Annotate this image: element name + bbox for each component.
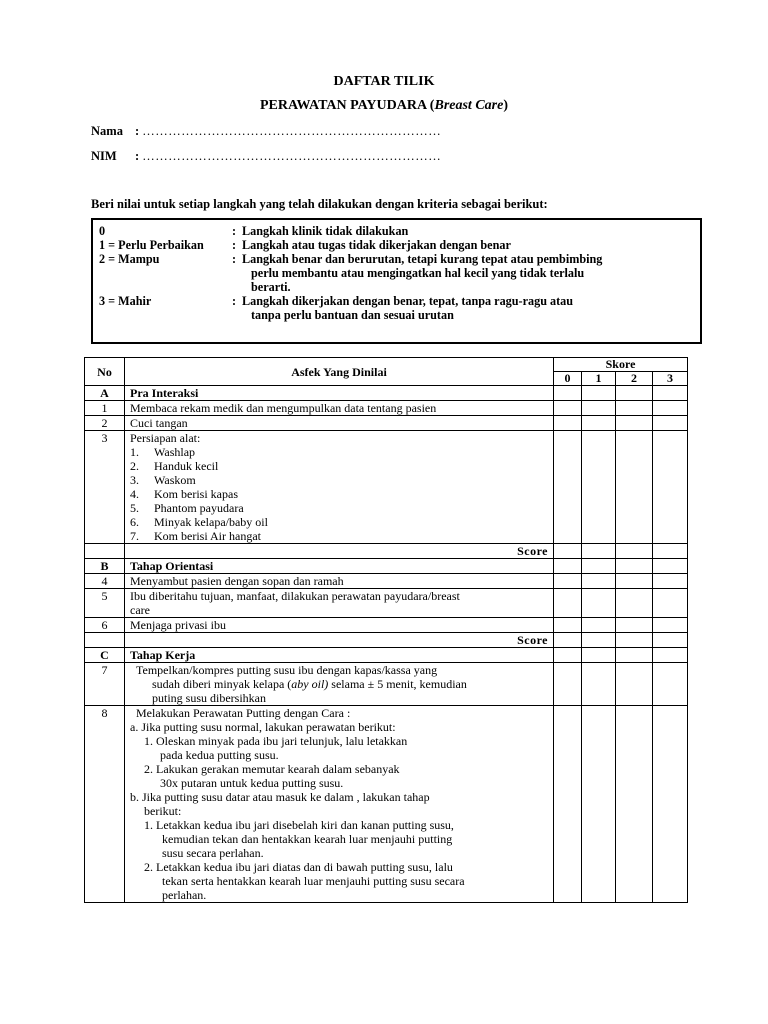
score-cell[interactable]	[554, 401, 582, 416]
score-col-1: 1	[582, 372, 616, 386]
criteria-key: 1 = Perlu Perbaikan	[99, 238, 204, 252]
section-row	[85, 559, 688, 574]
score-cell[interactable]	[554, 648, 582, 663]
score-row	[85, 544, 688, 559]
row-text	[125, 706, 554, 903]
criteria-row: 1 = Perlu Perbaikan : Langkah atau tugas tidak dikerjakan dengan benar	[99, 238, 694, 252]
row-line: berikut:	[144, 804, 182, 818]
score-cell[interactable]	[616, 618, 653, 633]
table-row	[85, 618, 688, 633]
row-line: care	[130, 603, 150, 617]
score-cell[interactable]	[554, 706, 582, 903]
section-title: Tahap Kerja	[125, 648, 554, 663]
row-text	[125, 589, 554, 618]
score-cell[interactable]	[653, 574, 688, 589]
row-line: Ibu diberitahu tujuan, manfaat, dilakukan perawatan payudara/breast	[130, 589, 460, 603]
score-cell[interactable]	[653, 416, 688, 431]
row-line: tekan serta hentakkan kearah luar menjauhi putting susu secara	[162, 874, 465, 888]
row-text: Menyambut pasien dengan sopan dan ramah	[125, 574, 554, 589]
list-num: 2.	[130, 459, 139, 473]
assessment-table	[84, 357, 688, 903]
criteria-desc: perlu membantu atau mengingatkan hal kecil yang tidak terlalu	[251, 266, 585, 280]
row-line: pada kedua putting susu.	[160, 748, 279, 762]
list-num: 1.	[130, 445, 139, 459]
row-line: 2. Lakukan gerakan memutar kearah dalam sebanyak	[144, 762, 400, 776]
row-number: 5	[85, 589, 125, 618]
criteria-row-cont	[99, 308, 694, 322]
document-subtitle	[0, 98, 768, 114]
score-cell[interactable]	[616, 574, 653, 589]
list-num: 4.	[130, 487, 139, 501]
score-cell[interactable]	[554, 633, 582, 648]
list-text: Handuk kecil	[154, 459, 219, 473]
list-item	[130, 487, 548, 501]
score-cell[interactable]	[653, 663, 688, 706]
score-cell[interactable]	[554, 386, 582, 401]
row-text: Membaca rekam medik dan mengumpulkan data tentang pasien	[125, 401, 554, 416]
score-cell[interactable]	[582, 386, 616, 401]
criteria-key: 3 = Mahir	[99, 294, 152, 308]
list-item	[130, 501, 548, 515]
row-number: 2	[85, 416, 125, 431]
score-cell[interactable]	[653, 706, 688, 903]
list-item	[130, 529, 548, 543]
score-cell[interactable]	[582, 589, 616, 618]
row-number: 6	[85, 618, 125, 633]
criteria-row: 3 = Mahir : Langkah dikerjakan dengan benar, tepat, tanpa ragu-ragu atau	[99, 294, 694, 308]
score-cell[interactable]	[616, 559, 653, 574]
subtitle-main: PERAWATAN PAYUDARA (	[259, 98, 435, 113]
section-title: Tahap Orientasi	[125, 559, 554, 574]
score-cell[interactable]	[653, 648, 688, 663]
list-item	[130, 445, 548, 459]
row-line: Tempelkan/kompres putting susu ibu dengan kapas/kassa yang	[136, 663, 438, 677]
score-cell[interactable]	[653, 633, 688, 648]
section-title: Pra Interaksi	[125, 386, 554, 401]
row-text	[125, 431, 554, 544]
nim-label: NIM	[91, 149, 117, 163]
score-cell[interactable]	[582, 431, 616, 544]
score-cell[interactable]	[554, 574, 582, 589]
list-text: Washlap	[154, 445, 196, 459]
name-field[interactable]: ……………………………………………………………	[142, 124, 442, 138]
col-no-header: No	[85, 358, 125, 386]
header-row	[85, 358, 688, 372]
score-cell[interactable]	[616, 648, 653, 663]
criteria-box	[91, 218, 702, 344]
name-label: Nama	[91, 124, 123, 138]
criteria-desc: Langkah atau tugas tidak dikerjakan dengan benar	[242, 238, 511, 252]
list-text: Waskom	[154, 473, 196, 487]
score-cell[interactable]	[582, 559, 616, 574]
nim-field[interactable]: ……………………………………………………………	[142, 149, 442, 163]
criteria-key: 0	[99, 224, 106, 238]
list-num: 3.	[130, 473, 139, 487]
row-text	[125, 663, 554, 706]
row-fragment-italic: aby oil)	[291, 677, 329, 691]
row-line: 2. Letakkan kedua ibu jari diatas dan di bawah putting susu, lalu	[144, 860, 453, 874]
score-cell[interactable]	[582, 663, 616, 706]
criteria-row-cont	[99, 266, 694, 280]
row-line: 1. Oleskan minyak pada ibu jari telunjuk, lalu letakkan	[144, 734, 408, 748]
list-num: 5.	[130, 501, 139, 515]
criteria-desc: Langkah klinik tidak dilakukan	[242, 224, 409, 238]
row-number: 3	[85, 431, 125, 544]
score-cell[interactable]	[554, 663, 582, 706]
list-num: 7.	[130, 529, 139, 543]
section-row	[85, 386, 688, 401]
row-number: 4	[85, 574, 125, 589]
list-num: 6.	[130, 515, 139, 529]
row-line: susu secara perlahan.	[162, 846, 264, 860]
table-row	[85, 706, 688, 903]
criteria-row-cont	[99, 280, 694, 294]
score-cell[interactable]	[653, 401, 688, 416]
score-cell[interactable]	[582, 401, 616, 416]
col-aspect-header: Asfek Yang Dinilai	[125, 358, 554, 386]
subtitle-end: )	[503, 98, 508, 113]
score-cell[interactable]	[554, 544, 582, 559]
score-cell[interactable]	[582, 574, 616, 589]
section-code: C	[85, 648, 125, 663]
document-title: DAFTAR TILIK	[333, 74, 435, 89]
score-row	[85, 633, 688, 648]
nim-sep: :	[135, 149, 140, 163]
list-text: Kom berisi kapas	[154, 487, 238, 501]
score-cell[interactable]	[653, 589, 688, 618]
criteria-desc: Langkah dikerjakan dengan benar, tepat, tanpa ragu-ragu atau	[242, 294, 574, 308]
table-row	[85, 663, 688, 706]
score-cell[interactable]	[582, 633, 616, 648]
score-cell[interactable]	[616, 401, 653, 416]
list-item	[130, 515, 548, 529]
name-sep: :	[135, 124, 140, 138]
score-cell[interactable]	[653, 386, 688, 401]
instruction-text: Beri nilai untuk setiap langkah yang telah dilakukan dengan kriteria sebagai berikut:	[91, 197, 548, 211]
criteria-row: 0 : Langkah klinik tidak dilakukan	[99, 224, 694, 238]
row-line: 1. Letakkan kedua ibu jari disebelah kiri dan kanan putting susu,	[144, 818, 454, 832]
row-line: puting susu dibersihkan	[152, 691, 266, 705]
score-label: Score	[125, 633, 554, 648]
row-fragment: sudah diberi minyak kelapa (	[152, 677, 292, 691]
list-text: Minyak kelapa/baby oil	[154, 515, 268, 529]
criteria-row: 2 = Mampu : Langkah benar dan berurutan, tetapi kurang tepat atau pembimbing	[99, 252, 694, 266]
row-line: Melakukan Perawatan Putting dengan Cara :	[136, 706, 351, 720]
table-row	[85, 574, 688, 589]
score-cell[interactable]	[616, 633, 653, 648]
score-label: Score	[125, 544, 554, 559]
score-cell[interactable]	[616, 386, 653, 401]
name-line[interactable]	[91, 124, 441, 139]
score-cell[interactable]	[653, 618, 688, 633]
row-number: 8	[85, 706, 125, 903]
list-item	[130, 473, 548, 487]
score-cell[interactable]	[554, 416, 582, 431]
score-col-0: 0	[554, 372, 582, 386]
row-fragment: selama ± 5 menit, kemudian	[328, 677, 467, 691]
score-cell[interactable]	[554, 431, 582, 544]
criteria-desc: tanpa perlu bantuan dan sesuai urutan	[251, 308, 454, 322]
section-row	[85, 648, 688, 663]
score-cell[interactable]	[616, 589, 653, 618]
subtitle-italic: Breast Care	[434, 98, 504, 113]
table-row	[85, 401, 688, 416]
score-cell[interactable]	[653, 559, 688, 574]
list-text: Kom berisi Air hangat	[154, 529, 261, 543]
score-cell[interactable]	[582, 544, 616, 559]
score-cell[interactable]	[616, 544, 653, 559]
row-line: kemudian tekan dan hentakkan kearah luar menjauhi putting	[162, 832, 453, 846]
row-text: Cuci tangan	[125, 416, 554, 431]
row-line: b. Jika putting susu datar atau masuk ke dalam , lakukan tahap	[130, 790, 430, 804]
score-cell[interactable]	[554, 589, 582, 618]
score-cell[interactable]	[582, 618, 616, 633]
row-line: a. Jika putting susu normal, lakukan perawatan berikut:	[130, 720, 396, 734]
score-cell[interactable]	[616, 706, 653, 903]
table-row	[85, 589, 688, 618]
row-number: 7	[85, 663, 125, 706]
table-row	[85, 431, 688, 544]
row-line: 30x putaran untuk kedua putting susu.	[160, 776, 344, 790]
section-code: A	[85, 386, 125, 401]
score-cell[interactable]	[616, 663, 653, 706]
list-item	[130, 459, 548, 473]
row-text: Menjaga privasi ibu	[125, 618, 554, 633]
score-cell[interactable]	[582, 416, 616, 431]
row-line	[130, 677, 548, 691]
score-cell[interactable]	[582, 706, 616, 903]
row-heading: Persiapan alat:	[130, 431, 201, 445]
row-line: perlahan.	[162, 888, 207, 902]
nim-line[interactable]	[91, 149, 441, 164]
table-row	[85, 416, 688, 431]
list-text: Phantom payudara	[154, 501, 244, 515]
score-col-3: 3	[653, 372, 688, 386]
section-code: B	[85, 559, 125, 574]
criteria-key: 2 = Mampu	[99, 252, 160, 266]
row-number: 1	[85, 401, 125, 416]
col-score-header: Skore	[554, 358, 688, 372]
score-cell[interactable]	[554, 559, 582, 574]
score-cell[interactable]	[653, 544, 688, 559]
score-col-2: 2	[616, 372, 653, 386]
criteria-desc: berarti.	[251, 280, 291, 294]
score-cell[interactable]	[554, 618, 582, 633]
score-cell[interactable]	[616, 431, 653, 544]
score-cell[interactable]	[616, 416, 653, 431]
score-cell[interactable]	[653, 431, 688, 544]
score-cell[interactable]	[582, 648, 616, 663]
criteria-desc: Langkah benar dan berurutan, tetapi kurang tepat atau pembimbing	[242, 252, 603, 266]
